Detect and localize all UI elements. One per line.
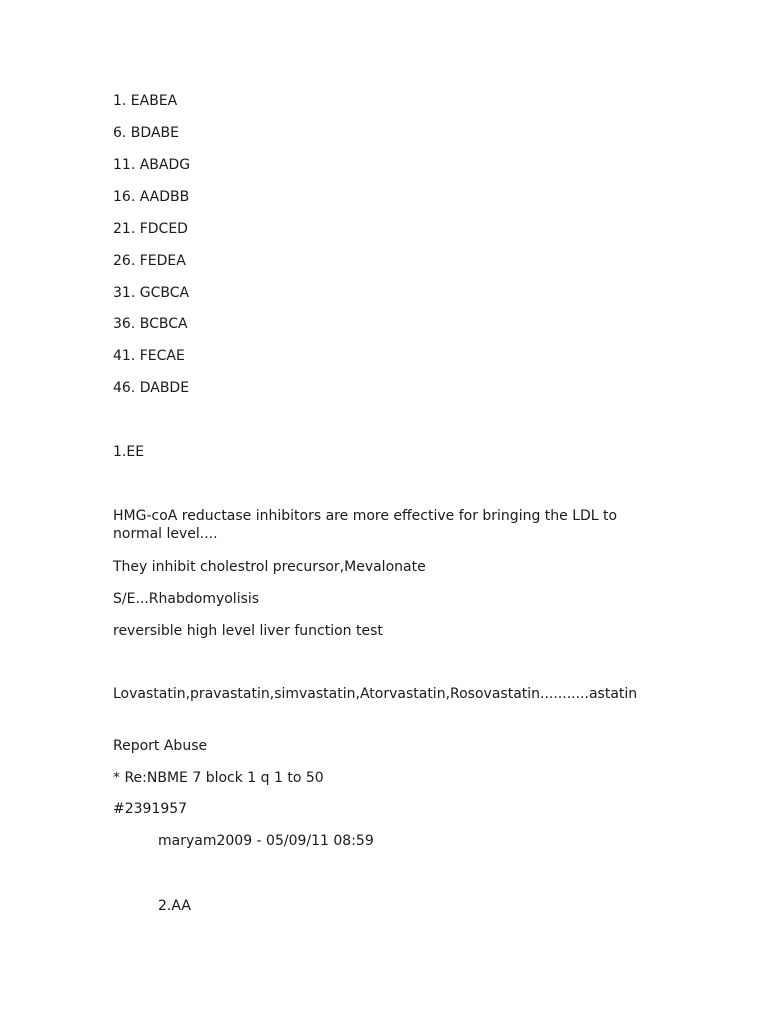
question-2-answer: 2.AA	[158, 898, 191, 914]
answer-key-line: 16. AADBB	[113, 189, 190, 205]
answer-key-line: 46. DABDE	[113, 380, 190, 396]
answer-key-line: 6. BDABE	[113, 125, 179, 141]
reply-title: * Re:NBME 7 block 1 q 1 to 50	[113, 770, 324, 786]
answer-key-line: 11. ABADG	[113, 157, 191, 173]
answer-key-line: 1. EABEA	[113, 93, 178, 109]
report-abuse-link[interactable]: Report Abuse	[113, 738, 208, 754]
answer-key-line: 36. BCBCA	[113, 316, 188, 332]
explanation-line: They inhibit cholestrol precursor,Mevalonate	[113, 559, 426, 575]
answer-key-line: 26. FEDEA	[113, 253, 186, 269]
answer-key-line: 41. FECAE	[113, 348, 185, 364]
question-1-answer: 1.EE	[113, 444, 145, 460]
drug-list-line: Lovastatin,pravastatin,simvastatin,Atorvastatin,Rosovastatin...........astatin	[113, 686, 638, 702]
answer-key-line: 21. FDCED	[113, 221, 188, 237]
post-author-line: maryam2009 - 05/09/11 08:59	[158, 833, 374, 849]
answer-key-line: 31. GCBCA	[113, 285, 190, 301]
post-id: #2391957	[113, 801, 188, 817]
explanation-paragraph: HMG-coA reductase inhibitors are more effective for bringing the LDL to normal level....	[113, 508, 618, 542]
explanation-line: reversible high level liver function test	[113, 623, 383, 639]
side-effect-line: S/E...Rhabdomyolisis	[113, 591, 260, 607]
